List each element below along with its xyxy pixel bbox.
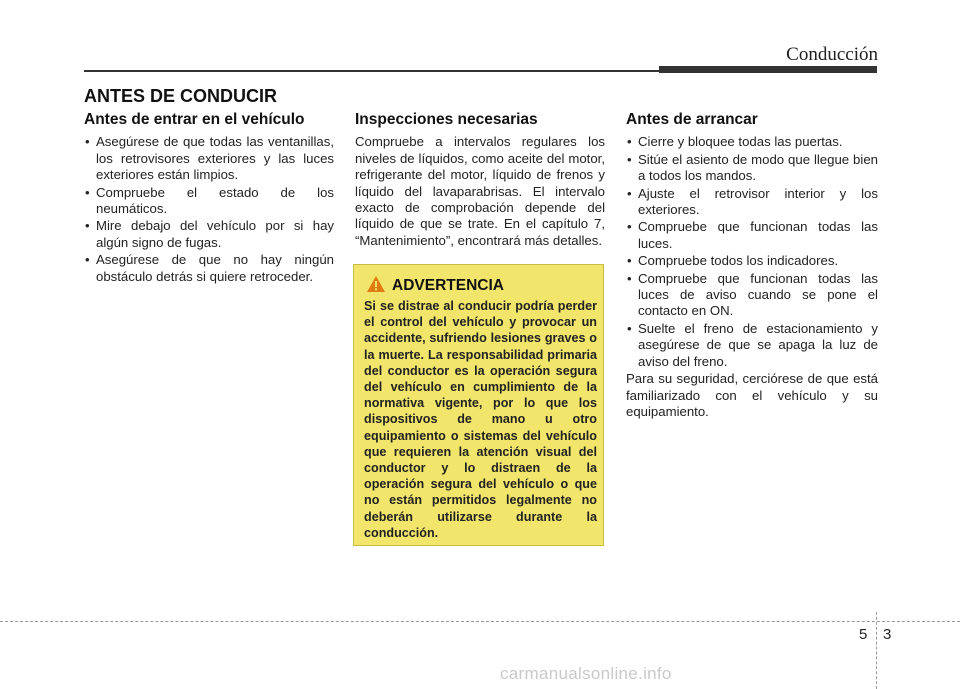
warning-triangle-icon bbox=[366, 275, 386, 293]
bullet-icon: • bbox=[627, 151, 632, 167]
list-item: • Ajuste el retrovisor interior y los exteriores. bbox=[627, 185, 878, 218]
column2-paragraph: Compruebe a intervalos regulares los niveles de líquidos, como aceite del motor, refrigerante del motor, líquido de frenos y líquido del lavaparabrisas. El intervalo exacto de comprobación depende del líquido de que se trate. En el capítulo 7, “Mantenimiento”, encontrará más detalles. bbox=[355, 134, 605, 248]
list-item: • Suelte el freno de estacionamiento y asegúrese de que se apaga la luz de aviso del freno. bbox=[627, 320, 878, 369]
bullet-icon: • bbox=[85, 184, 90, 200]
warning-title: ADVERTENCIA bbox=[392, 277, 504, 294]
column-before-starting bbox=[626, 112, 878, 420]
list-item: • Asegúrese de que todas las ventanillas, los retrovisores exteriores y las luces exteriores están limpios. bbox=[85, 134, 334, 183]
column-before-entering bbox=[84, 112, 334, 286]
footer-rule bbox=[0, 621, 960, 622]
list-item: • Compruebe el estado de los neumáticos. bbox=[85, 184, 334, 217]
chapter-title: Conducción bbox=[786, 44, 878, 65]
bullet-icon: • bbox=[627, 185, 632, 201]
list-item: • Compruebe que funcionan todas las luces. bbox=[627, 219, 878, 251]
header-rule-thin bbox=[84, 70, 659, 72]
header-rule-thick bbox=[659, 66, 877, 73]
bullet-icon: • bbox=[627, 320, 632, 336]
section-title: ANTES DE CONDUCIR bbox=[84, 86, 278, 106]
bullet-icon: • bbox=[627, 253, 632, 269]
watermark: carmanualsonline.info bbox=[500, 664, 672, 683]
page-number: 3 bbox=[883, 626, 892, 643]
list-item: • Compruebe todos los indicadores. bbox=[627, 253, 839, 269]
list-item: • Cierre y bloquee todas las puertas. bbox=[627, 134, 843, 150]
list-item: • Sitúe el asiento de modo que llegue bien a todos los mandos. bbox=[627, 151, 878, 184]
column1-heading: Antes de entrar en el vehículo bbox=[84, 111, 305, 128]
bullet-icon: • bbox=[85, 218, 90, 234]
column3-heading: Antes de arrancar bbox=[626, 111, 758, 128]
chapter-number: 5 bbox=[859, 626, 868, 643]
bullet-icon: • bbox=[85, 252, 90, 268]
column1-list bbox=[84, 134, 334, 285]
column-inspections bbox=[355, 112, 605, 249]
warning-text: Si se distrae al conducir podría perder el control del vehículo y provocar un accidente, sufriendo lesiones graves o la muerte. La responsabilidad primaria del conductor es la operación segura del vehículo en cumplimiento de la normativa vigente, por lo que los dispositivos de mano u otro equipamiento o sistemas del vehículo que requieren la atención visual del conductor y lo distraen de la operación segura del vehículo o que no están permitidos legalmente no deberán utilizarse durante la conducción. bbox=[364, 299, 597, 540]
warning-header bbox=[366, 273, 504, 295]
page-divider bbox=[876, 612, 877, 689]
list-item: • Mire debajo del vehículo por si hay algún signo de fugas. bbox=[85, 218, 334, 250]
warning-box bbox=[353, 264, 604, 546]
bullet-icon: • bbox=[627, 219, 632, 235]
column2-heading: Inspecciones necesarias bbox=[355, 111, 538, 128]
bullet-icon: • bbox=[627, 270, 632, 286]
list-item: • Compruebe que funcionan todas las luces de aviso cuando se pone el contacto en ON. bbox=[627, 270, 878, 319]
column3-list bbox=[626, 134, 878, 370]
bullet-icon: • bbox=[85, 134, 90, 150]
list-item: • Asegúrese de que no hay ningún obstáculo detrás si quiere retroceder. bbox=[85, 252, 334, 284]
bullet-icon: • bbox=[627, 134, 632, 150]
column3-paragraph: Para su seguridad, cerciórese de que está familiarizado con el vehículo y su equipamiento. bbox=[626, 371, 878, 419]
